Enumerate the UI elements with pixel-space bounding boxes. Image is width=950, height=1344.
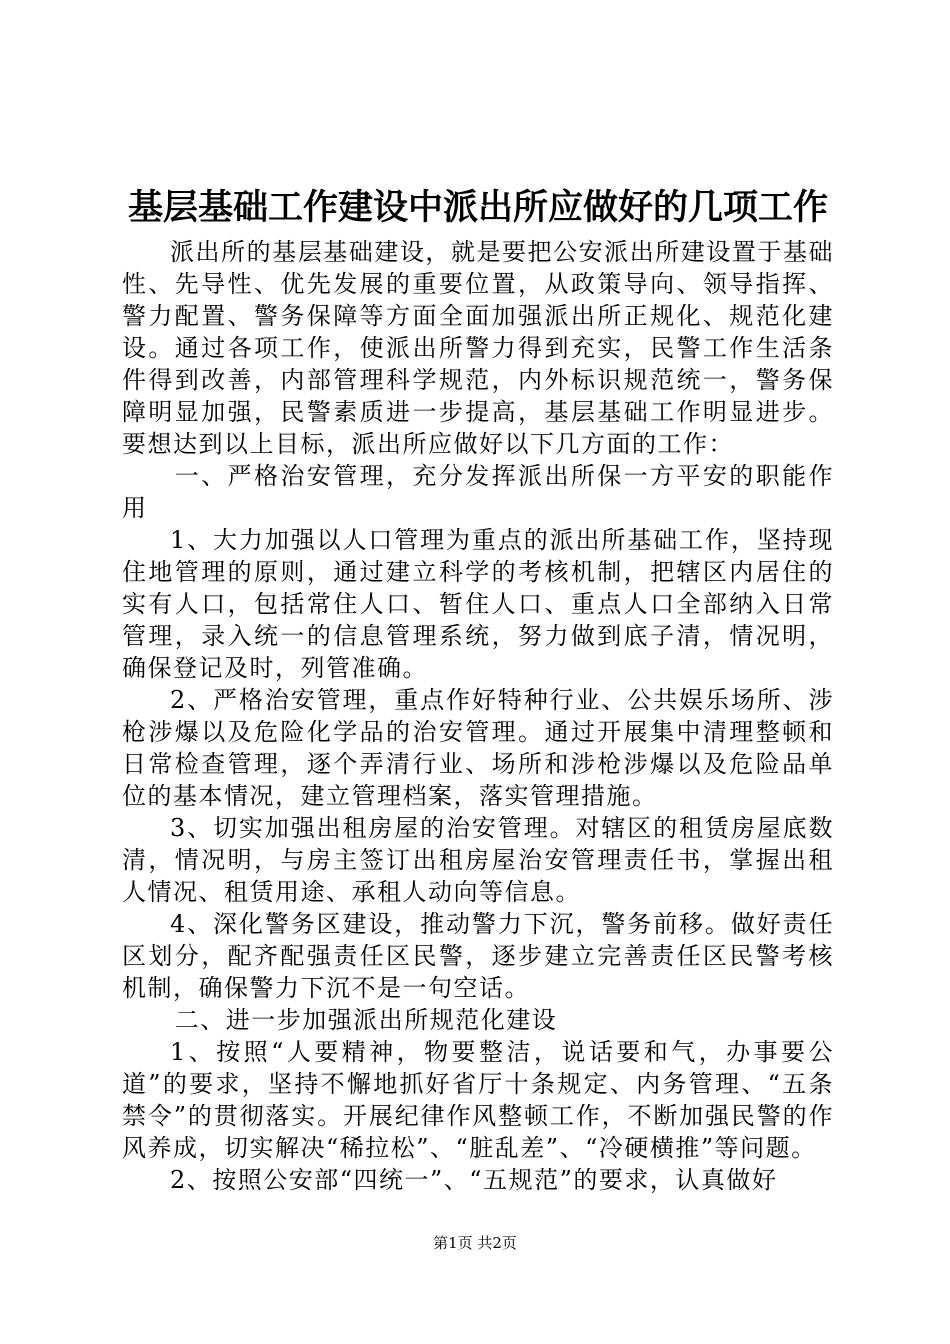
document-title: 基层基础工作建设中派出所应做好的几项工作 <box>127 188 828 228</box>
paragraph-intro: 派出所的基层基础建设，就是要把公安派出所建设置于基础性、先导性、优先发展的重要位置，从政策导向、领导指挥、警力配置、警务保障等方面全面加强派出所正规化、规范化建设。通过各项工作，使派出所警力得到充实，民警工作生活条件得到改善，内部管理科学规范，内外标识规范统一，警务保障明显加强，民警素质进一步提高，基层基础工作明显进步。要想达到以上目标，派出所应做好以下几方面的工作： <box>122 238 834 458</box>
section-heading-1: 一、严格治安管理，充分发挥派出所保一方平安的职能作用 <box>122 462 834 522</box>
paragraph-1-3: 3、切实加强出租房屋的治安管理。对辖区的租赁房屋底数清，情况明，与房主签订出租房屋治安管理责任书，掌握出租人情况、租赁用途、承租人动向等信息。 <box>122 814 834 906</box>
paragraph-1-2: 2、严格治安管理，重点作好特种行业、公共娱乐场所、涉枪涉爆以及危险化学品的治安管理。通过开展集中清理整顿和日常检查管理，逐个弄清行业、场所和涉枪涉爆以及危险品单位的基本情况，建立管理档案，落实管理措施。 <box>122 686 834 810</box>
section-heading-2: 二、进一步加强派出所规范化建设 <box>174 1006 558 1034</box>
page-footer: 第1页 共2页 <box>433 1234 517 1252</box>
paragraph-2-1: 1、按照“人要精神，物要整洁，说话要和气，办事要公道”的要求，坚持不懈地抓好省厅十条规定、内务管理、“五条禁令”的贯彻落实。开展纪律作风整顿工作，不断加强民警的作风养成，切实解决“稀拉松”、“脏乱差”、“冷硬横推”等问题。 <box>122 1038 834 1162</box>
paragraph-1-1: 1、大力加强以人口管理为重点的派出所基础工作，坚持现住地管理的原则，通过建立科学的考核机制，把辖区内居住的实有人口，包括常住人口、暂住人口、重点人口全部纳入日常管理，录入统一的信息管理系统，努力做到底子清，情况明，确保登记及时，列管准确。 <box>122 526 834 682</box>
paragraph-2-2: 2、按照公安部“四统一”、“五规范”的要求，认真做好 <box>170 1166 778 1194</box>
document-body <box>122 236 834 1196</box>
paragraph-1-4: 4、深化警务区建设，推动警力下沉，警务前移。做好责任区划分，配齐配强责任区民警，逐步建立完善责任区民警考核机制，确保警力下沉不是一句空话。 <box>122 910 834 1002</box>
